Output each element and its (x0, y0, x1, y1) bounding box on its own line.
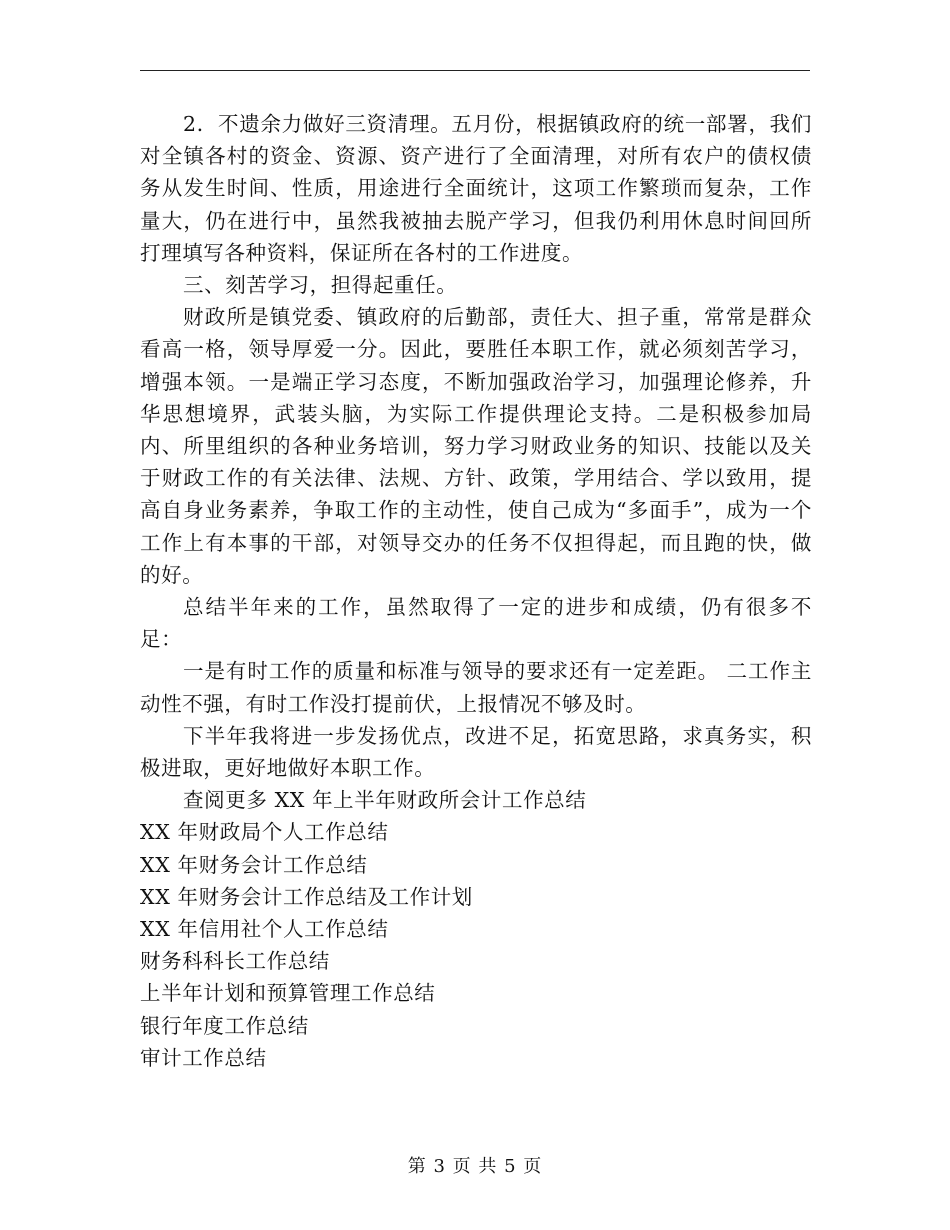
related-link[interactable]: 查阅更多 XX 年上半年财政所会计工作总结 (183, 788, 587, 813)
page-number-footer: 第 3 页 共 5 页 (407, 1156, 543, 1177)
paragraph-study: 财政所是镇党委、镇政府的后勤部，责任大、担子重，常常是群众看高一格，领导厚爱一分。因此，要胜任本职工作，就必须刻苦学习，增强本领。一是端正学习态度，不断加强政治学习，加强理论修养，升华思想境界，武装头脑，为实际工作提供理论支持。二是积极参加局内、所里组织的各种业务培训，努力学习财政业务的知识、技能以及关于财政工作的有关法律、法规、方针、政策，学用结合、学以致用，提高自身业务素养，争取工作的主动性，使自己成为“多面手”，成为一个工作上有本事的干部，对领导交办的任务不仅担得起，而且跑的快，做的好。 (140, 305, 812, 587)
related-link[interactable]: 上半年计划和预算管理工作总结 (140, 981, 436, 1006)
related-link[interactable]: XX 年财务会计工作总结及工作计划 (140, 884, 473, 909)
related-links-list (140, 784, 812, 1074)
header-rule (140, 70, 810, 71)
related-link[interactable]: 银行年度工作总结 (140, 1013, 309, 1038)
paragraph-asset-cleanup: 2．不遗余力做好三资清理。五月份，根据镇政府的统一部署，我们对全镇各村的资金、资源、资产进行了全面清理，对所有农户的债权债务从发生时间、性质，用途进行全面统计，这项工作繁琐而复杂，工作量大，仍在进行中，虽然我被抽去脱产学习，但我仍利用休息时间回所打理填写各种资料，保证所在各村的工作进度。 (140, 112, 812, 265)
paragraph-summary: 总结半年来的工作，虽然取得了一定的进步和成绩，仍有很多不足： (140, 595, 812, 652)
document-body (140, 108, 812, 1074)
related-link[interactable]: XX 年财政局个人工作总结 (140, 820, 389, 845)
section-heading-study: 三、刻苦学习，担得起重任。 (183, 273, 458, 298)
paragraph-next-half: 下半年我将进一步发扬优点，改进不足，拓宽思路，求真务实，积极进取，更好地做好本职工作。 (140, 723, 812, 781)
related-link[interactable]: 审计工作总结 (140, 1045, 267, 1070)
related-link[interactable]: XX 年信用社个人工作总结 (140, 917, 389, 942)
paragraph-shortcomings: 一是有时工作的质量和标准与领导的要求还有一定差距。 二工作主动性不强，有时工作没打提前伏，上报情况不够及时。 (140, 659, 812, 716)
related-link[interactable]: XX 年财务会计工作总结 (140, 852, 368, 877)
related-link[interactable]: 财务科科长工作总结 (140, 949, 330, 974)
